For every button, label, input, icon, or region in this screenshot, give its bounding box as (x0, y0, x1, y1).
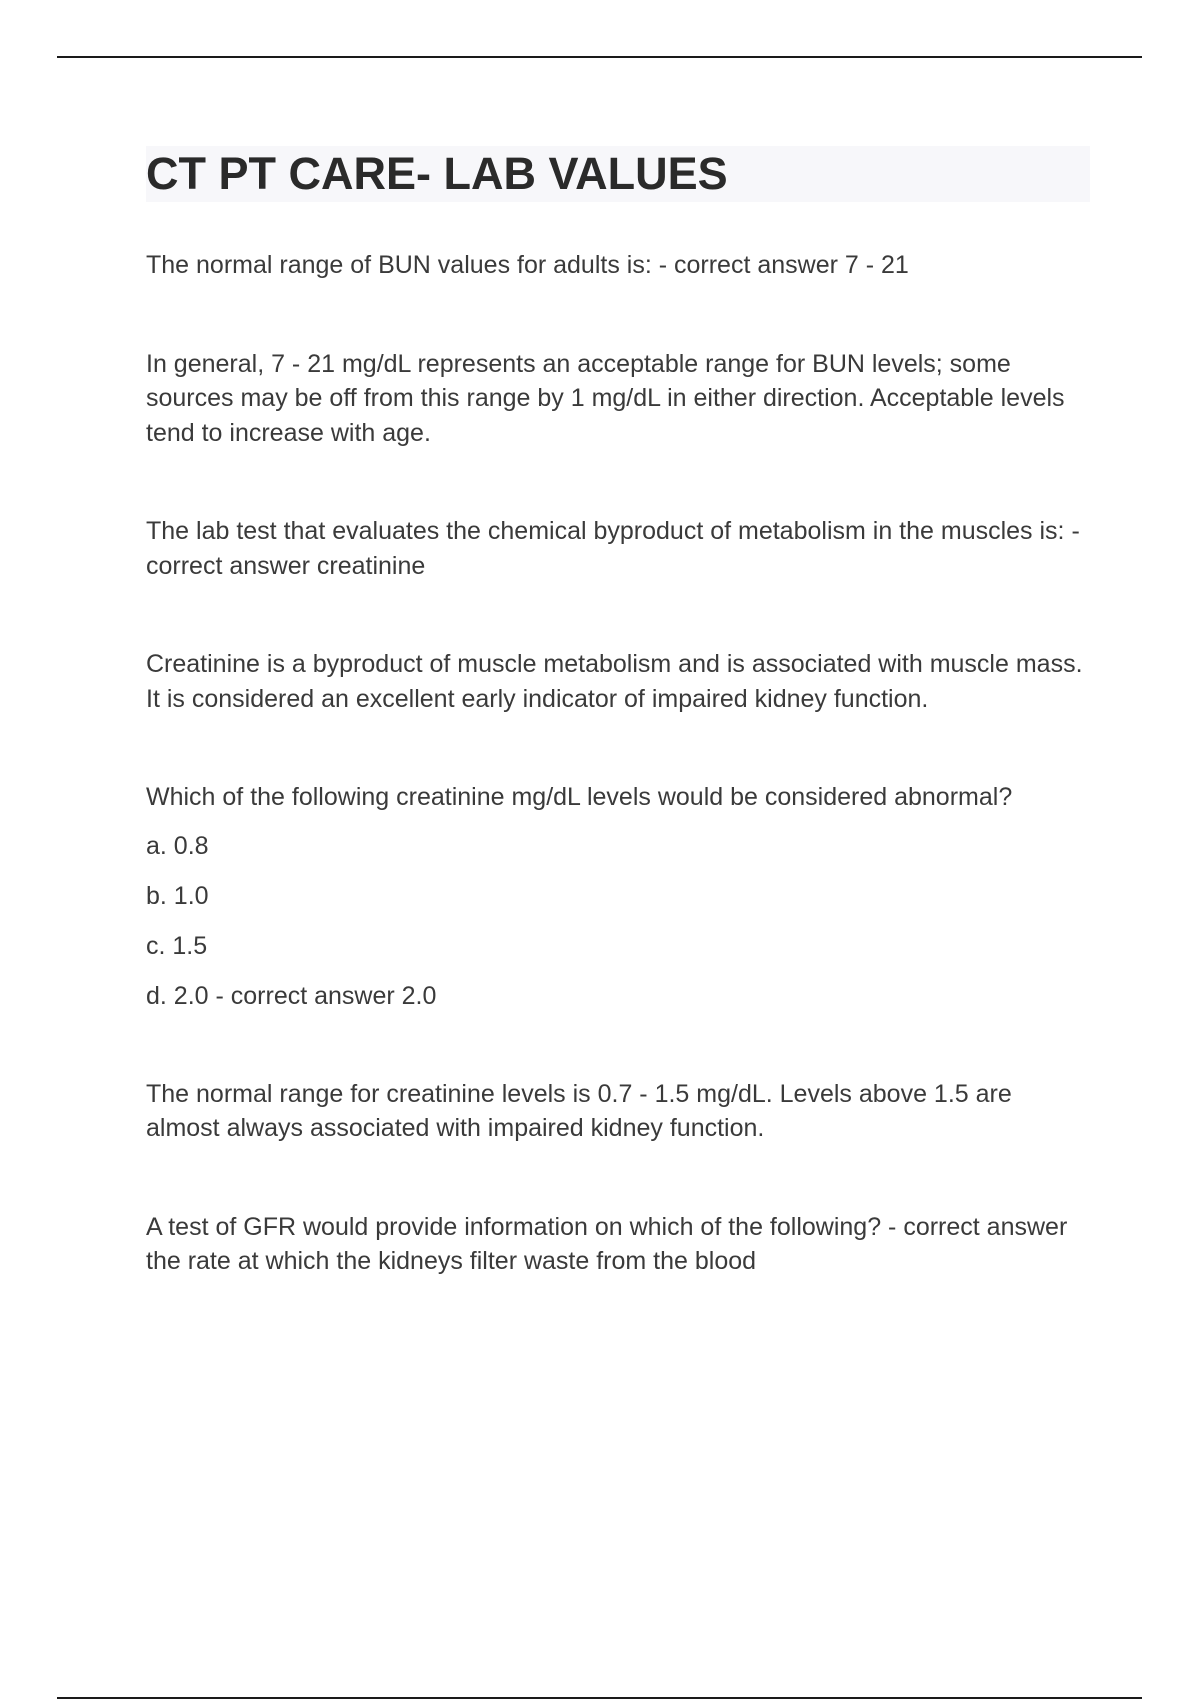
paragraph-abnormal-question: Which of the following creatinine mg/dL levels would be considered abnormal? (146, 783, 1013, 811)
document-body (146, 146, 1090, 1279)
option-d: d. 2.0 - correct answer 2.0 (146, 981, 437, 1010)
title-band (146, 146, 1090, 202)
paragraph-gfr-question: A test of GFR would provide information on which of the following? - correct answer the rate at which the kidneys filter waste from the blood (146, 1212, 1068, 1275)
paragraph-bun-explanation: In general, 7 - 21 mg/dL represents an acceptable range for BUN levels; some sources may be off from this range by 1 mg/dL in either direction. Acceptable levels tend to increase with age. (146, 349, 1065, 447)
option-c: c. 1.5 (146, 931, 208, 960)
paragraph-bun-question: The normal range of BUN values for adults is: - correct answer 7 - 21 (146, 251, 909, 279)
paragraph-creatinine-question: The lab test that evaluates the chemical byproduct of metabolism in the muscles is: - correct answer creatinine (146, 517, 1080, 580)
option-b: b. 1.0 (146, 881, 209, 910)
option-a: a. 0.8 (146, 831, 209, 860)
paragraph-creatinine-range: The normal range for creatinine levels is 0.7 - 1.5 mg/dL. Levels above 1.5 are almost always associated with impaired kidney function. (146, 1079, 1012, 1142)
document-title: CT PT CARE- LAB VALUES (146, 148, 728, 199)
top-rule (57, 56, 1142, 58)
paragraph-creatinine-explanation: Creatinine is a byproduct of muscle metabolism and is associated with muscle mass. It is considered an excellent early indicator of impaired kidney function. (146, 650, 1083, 713)
bottom-rule (57, 1697, 1142, 1699)
